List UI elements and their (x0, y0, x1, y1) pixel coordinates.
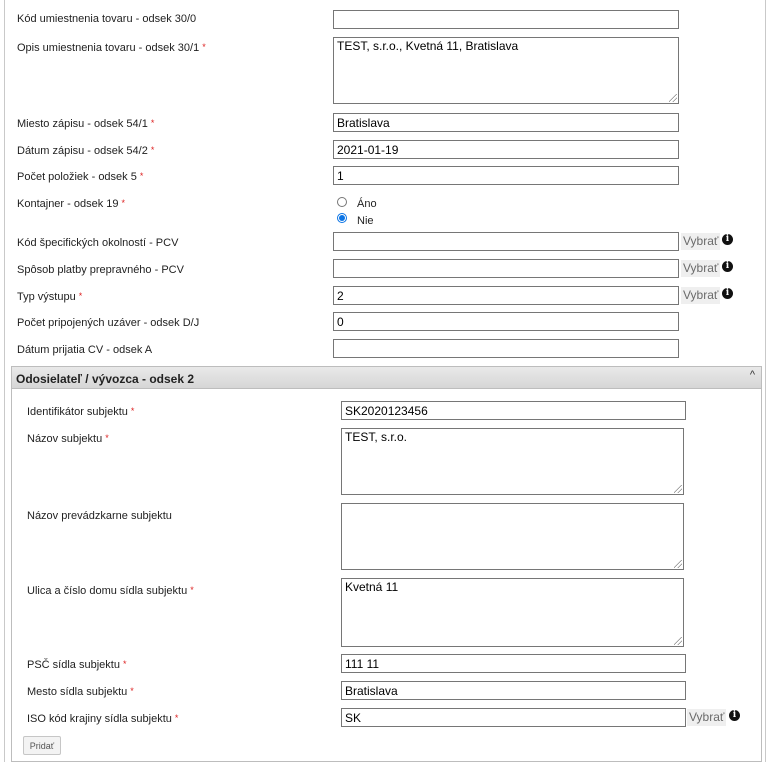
kod-okolnosti-input[interactable] (333, 232, 679, 251)
label-pocet-poloziek: Počet položiek - odsek 5 * (17, 171, 144, 183)
sposob-platby-select-button[interactable]: Vybrať (683, 261, 719, 275)
label-typ-vystupu: Typ výstupu * (17, 291, 83, 303)
label-nazov-subjektu: Názov subjektu * (27, 433, 109, 445)
label-mesto: Mesto sídla subjektu * (27, 686, 134, 698)
info-icon[interactable]: i (729, 710, 740, 721)
label-opis-umiestnenia: Opis umiestnenia tovaru - odsek 30/1 * (17, 42, 206, 54)
radio-ano[interactable] (337, 197, 347, 207)
sender-section-title: Odosielateľ / vývozca - odsek 2 (16, 372, 195, 386)
miesto-zapisu-input[interactable] (333, 113, 679, 132)
add-button[interactable]: Pridať (23, 736, 61, 755)
sender-section-header[interactable] (12, 367, 761, 389)
radio-nie[interactable] (337, 213, 347, 223)
identifikator-input[interactable] (341, 401, 686, 420)
psc-input[interactable] (341, 654, 686, 673)
label-identifikator: Identifikátor subjektu * (27, 406, 135, 418)
datum-prijatia-input[interactable] (333, 339, 679, 358)
label-kod-okolnosti: Kód špecifických okolností - PCV (17, 237, 179, 249)
kod-umiestnenia-input[interactable] (333, 10, 679, 29)
label-iso: ISO kód krajiny sídla subjektu * (27, 713, 179, 725)
label-psc: PSČ sídla subjektu * (27, 659, 127, 671)
sposob-platby-input[interactable] (333, 259, 679, 278)
mesto-input[interactable] (341, 681, 686, 700)
label-pocet-uzaver: Počet pripojených uzáver - odsek D/J (17, 317, 200, 329)
label-miesto-zapisu: Miesto zápisu - odsek 54/1 * (17, 118, 155, 130)
radio-ano-label: Áno (357, 198, 377, 210)
opis-umiestnenia-textarea[interactable] (333, 37, 679, 104)
label-datum-prijatia: Dátum prijatia CV - odsek A (17, 344, 153, 356)
nazov-subjektu-textarea[interactable] (341, 428, 684, 495)
typ-vystupu-select-button[interactable]: Vybrať (683, 288, 719, 302)
info-icon[interactable]: i (722, 261, 733, 272)
caret-up-icon[interactable]: ^ (749, 369, 755, 381)
pocet-uzaver-input[interactable] (333, 312, 679, 331)
typ-vystupu-input[interactable] (333, 286, 679, 305)
nazov-prevadzkarne-textarea[interactable] (341, 503, 684, 570)
pocet-poloziek-input[interactable] (333, 166, 679, 185)
kod-okolnosti-select-button[interactable]: Vybrať (683, 234, 719, 248)
label-nazov-prevadzkarne: Názov prevádzkarne subjektu (27, 510, 172, 522)
iso-input[interactable] (341, 708, 686, 727)
label-kontajner: Kontajner - odsek 19 * (17, 198, 126, 210)
ulica-textarea[interactable] (341, 578, 684, 647)
info-icon[interactable]: i (722, 288, 733, 299)
iso-select-button[interactable]: Vybrať (689, 710, 725, 724)
datum-zapisu-input[interactable] (333, 140, 679, 159)
label-sposob-platby: Spôsob platby prepravného - PCV (17, 264, 184, 276)
label-ulica: Ulica a číslo domu sídla subjektu * (27, 585, 194, 597)
radio-nie-label: Nie (357, 215, 374, 227)
label-datum-zapisu: Dátum zápisu - odsek 54/2 * (17, 145, 155, 157)
label-kod-umiestnenia: Kód umiestnenia tovaru - odsek 30/0 (17, 13, 197, 25)
info-icon[interactable]: i (722, 234, 733, 245)
